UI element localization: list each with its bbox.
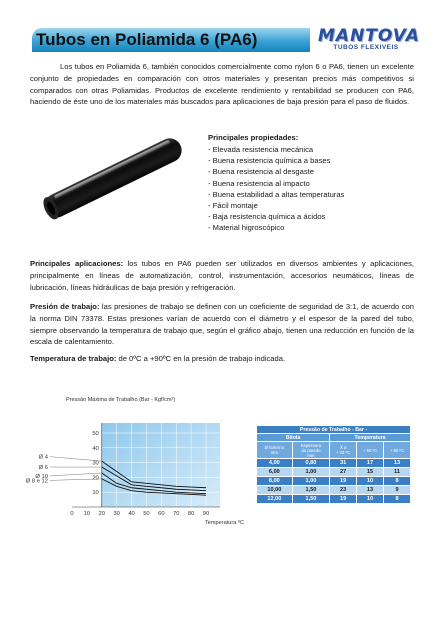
series-label: Ø 6 [38,465,48,472]
table-cell: 8 [384,495,411,504]
list-item: - Baja resistencia química a ácidos [208,212,326,222]
applications-paragraph [30,258,414,293]
x-tick-label: 80 [187,511,195,517]
y-tick-label: 20 [92,475,99,482]
table-row [257,477,411,486]
col-header-t3: + 90 ºC [384,442,411,459]
table-cell: 23 [330,486,357,495]
table-title: Pressão de Trabalho - Bar - [257,426,411,434]
table-cell: 9 [384,486,411,495]
page-title: Tubos en Poliamida 6 (PA6) [36,30,258,49]
y-tick-label: 40 [92,445,99,452]
list-item: - Buena resistencia al desgaste [208,167,314,177]
table-cell: 13 [384,459,411,468]
temperature-paragraph [30,353,414,365]
applications-label: Principales aplicaciones: [30,259,124,268]
table-cell: 1,00 [292,468,329,477]
table-cell: 1,00 [292,477,329,486]
logo-tagline: TUBOS FLEXIVEIS [333,44,399,51]
table-cell: 31 [330,459,357,468]
x-axis-title: Temperatura ºC [204,520,244,526]
x-tick-label: 70 [172,511,180,517]
list-item: - Buena resistencia química a bases [208,156,331,166]
series-leader [50,457,102,461]
list-item: - Material higroscópico [208,223,285,233]
properties-heading: Principales propiedades: [208,133,299,142]
x-tick-label: 20 [98,511,106,517]
table-cell: 10 [357,477,384,486]
applications-text: los tubos en PA6 pueden ser utilizados en diversos ambientes y aplicaciones, principalmente en líneas de automatización, control, instrumentación, accesorios neumáticos, líneas de lubricación, líneas hidráulicas de baja presión y refrigeración. [30,259,415,292]
table-cell: 11 [384,468,411,477]
table-cell: 0,80 [292,459,329,468]
properties-list [208,144,344,234]
table-cell: 10 [357,495,384,504]
x-tick-label: 0 [70,511,74,517]
series-label: Ø 4 [38,454,48,461]
table-cell: 10,00 [257,486,293,495]
y-tick-label: 30 [92,460,99,467]
table-cell: 6,00 [257,468,293,477]
col-header-wall: Espessura da parede mm [292,442,329,459]
y-axis-title: Pressão Máxima de Trabalho (Bar - Kgf/cm²) [66,397,176,403]
temperature-label: Temperatura de trabajo: [30,354,117,363]
pressure-paragraph [30,301,414,348]
x-tick-label: 10 [83,511,91,517]
col-header-od: Ø Externo mm [257,442,293,459]
tube-image [28,128,198,228]
table-cell: 17 [357,459,384,468]
table-cell: 12,00 [257,495,293,504]
pressure-table [256,425,411,504]
pressure-text: las presiones de trabajo se definen con un coeficiente de seguridad de 3:1, de acuerdo con la norma DIN 73378. Estas presiones varían de acuerdo con el diámetro y el espesor de la pared del tubo, siempre observando la temperatura de trabajo que, según el gráfico abajo, tienen una reducción en función de la escala de calentamiento. [30,302,414,347]
list-item: - Buena resistencia al impacto [208,178,310,188]
col-header-t2: + 50 ºC [357,442,384,459]
x-tick-label: 40 [128,511,135,517]
table-group-temp: Temperatura [330,434,411,442]
table-cell: 4,00 [257,459,293,468]
x-tick-label: 90 [202,511,210,517]
table-cell: 8,00 [257,477,293,486]
plot-background [102,423,220,507]
intro-paragraph: Los tubos en Poliamida 6, también conocidos comercialmente como nylon 6 o PA6, tienen un excelente conjunto de propiedades en comparación con otros materiales y presentan precios más competitivos si comparados con otras Poliamidas. Productos de excelente rendimiento y rentabilidad se producen con PA6, haciendo de éste uno de los materiales más buscados para aplicaciones de baja presión para el paso de fluidos. [30,62,414,107]
table-cell: 13 [357,486,384,495]
table-group-size: Bitola [257,434,330,442]
series-label: Ø 10 [35,473,48,480]
table-row [257,486,411,495]
x-tick-label: 60 [158,511,165,517]
logo-wordmark: MANTOVA [318,26,420,46]
col-header-t1: Ⅹ a + 23 ºC [330,442,357,459]
list-item: - Fácil montaje [208,201,258,211]
y-tick-label: 50 [92,431,99,437]
pressure-temperature-chart [20,393,246,531]
table-row [257,495,411,504]
table-cell: 27 [330,468,357,477]
table-cell: 15 [357,468,384,477]
table-cell: 1,50 [292,495,329,504]
table-row [257,468,411,477]
x-tick-label: 30 [113,511,120,517]
list-item: - Buena estabilidad a altas temperaturas [208,189,345,199]
series-label: Ø 8 e 12 [25,478,48,485]
pressure-label: Presión de trabajo: [30,302,100,311]
brand-logo [318,26,420,56]
y-tick-label: 10 [92,490,99,497]
x-tick-label: 50 [143,511,150,517]
temperature-text: de 0ºC a +90ºC en la presión de trabajo indicada. [116,354,286,363]
list-item: - Elevada resistencia mecánica [208,145,314,154]
table-cell: 19 [330,477,357,486]
table-cell: 1,50 [292,486,329,495]
table-cell: 19 [330,495,357,504]
table-row [257,459,411,468]
table-cell: 8 [384,477,411,486]
